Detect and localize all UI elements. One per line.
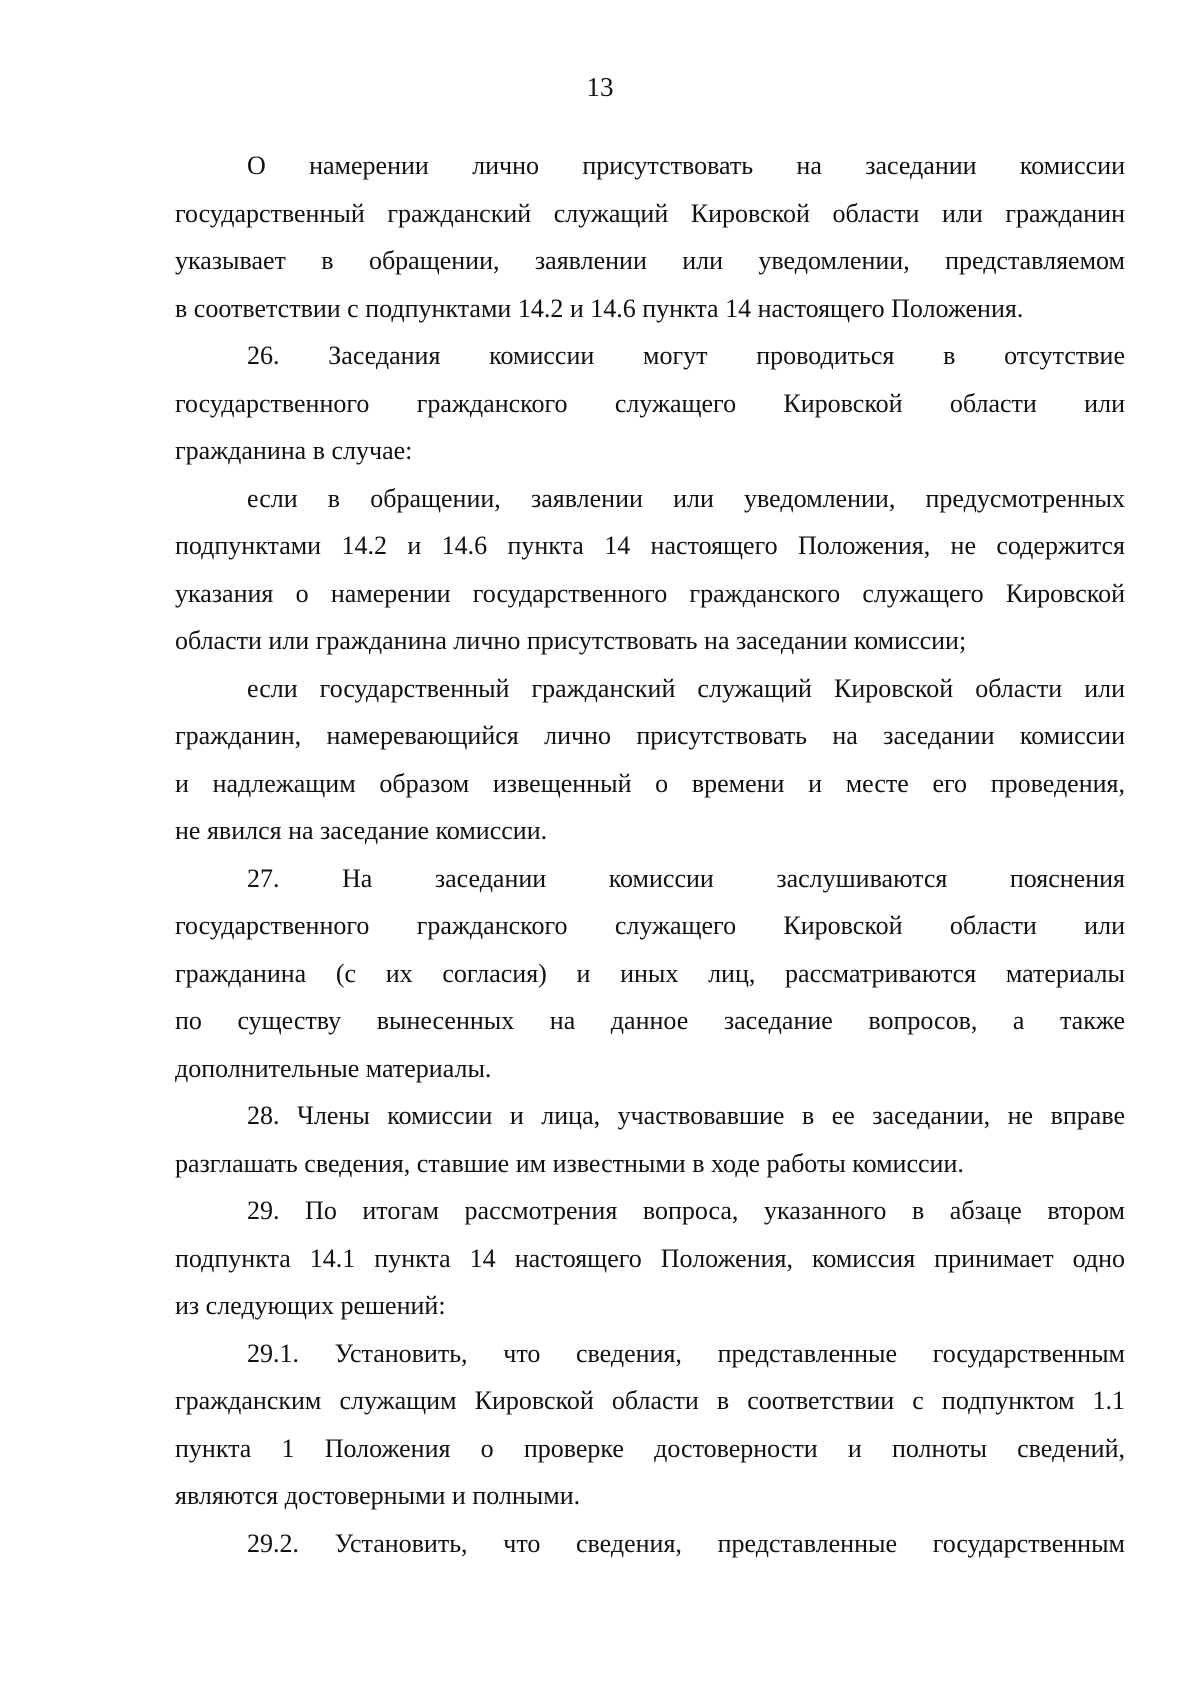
text-line: 29.2. Установить, что сведения, представленные государственным — [247, 1528, 1125, 1558]
text-line: подпунктами 14.2 и 14.6 пункта 14 настоящего Положения, не содержится — [175, 531, 1125, 560]
paragraph-intro — [175, 142, 1125, 332]
text-line: государственного гражданского служащего Кировской области или — [175, 911, 1125, 940]
text-line: разглашать сведения, ставшие им известными в ходе работы комиссии. — [175, 1148, 964, 1178]
text-line: гражданина в случае: — [175, 436, 413, 465]
text-line: государственного гражданского служащего Кировской области или — [175, 388, 1125, 418]
text-line: О намерении лично присутствовать на заседании комиссии — [247, 151, 1125, 180]
paragraph-26 — [175, 332, 1125, 475]
text-line: 27. На заседании комиссии заслушиваются пояснения — [247, 863, 1125, 893]
text-line: по существу вынесенных на данное заседание вопросов, а также — [175, 1006, 1125, 1035]
paragraph-27 — [175, 855, 1125, 1093]
page-number: 13 — [586, 72, 614, 102]
text-line: если в обращении, заявлении или уведомлении, предусмотренных — [247, 483, 1125, 513]
text-line: указания о намерении государственного гражданского служащего Кировской — [175, 578, 1125, 608]
paragraph-29-1 — [175, 1330, 1125, 1520]
paragraph-26-case-2 — [175, 665, 1125, 855]
text-line: государственный гражданский служащий Кировской области или гражданин — [175, 198, 1125, 228]
text-line: не явился на заседание комиссии. — [175, 816, 548, 845]
text-line: 29. По итогам рассмотрения вопроса, указанного в абзаце втором — [247, 1196, 1125, 1225]
text-line: из следующих решений: — [175, 1291, 446, 1320]
text-line: 28. Члены комиссии и лица, участвовавшие в ее заседании, не вправе — [247, 1101, 1125, 1130]
text-line: гражданским служащим Кировской области в соответствии с подпунктом 1.1 — [175, 1386, 1125, 1415]
paragraph-29 — [175, 1187, 1125, 1330]
text-line: если государственный гражданский служащий Кировской области или — [247, 673, 1125, 703]
text-line: области или гражданина лично присутствовать на заседании комиссии; — [175, 626, 967, 655]
text-line: пункта 1 Положения о проверке достоверности и полноты сведений, — [175, 1433, 1125, 1463]
text-line: гражданина (с их согласия) и иных лиц, рассматриваются материалы — [175, 958, 1125, 988]
paragraph-29-2 — [175, 1520, 1125, 1568]
text-line: дополнительные материалы. — [175, 1053, 492, 1083]
text-line: 26. Заседания комиссии могут проводиться в отсутствие — [247, 341, 1125, 370]
text-line: в соответствии с подпунктами 14.2 и 14.6 пункта 14 настоящего Положения. — [175, 293, 1024, 323]
paragraph-26-case-1 — [175, 475, 1125, 665]
paragraph-28 — [175, 1092, 1125, 1187]
text-line: гражданин, намеревающийся лично присутствовать на заседании комиссии — [175, 721, 1125, 750]
text-line: и надлежащим образом извещенный о времени и месте его проведения, — [175, 768, 1125, 798]
document-body — [175, 142, 1125, 1567]
text-line: 29.1. Установить, что сведения, представленные государственным — [247, 1338, 1125, 1368]
text-line: указывает в обращении, заявлении или уведомлении, представляемом — [175, 246, 1125, 275]
text-line: являются достоверными и полными. — [175, 1481, 581, 1510]
text-line: подпункта 14.1 пункта 14 настоящего Положения, комиссия принимает одно — [175, 1243, 1125, 1273]
